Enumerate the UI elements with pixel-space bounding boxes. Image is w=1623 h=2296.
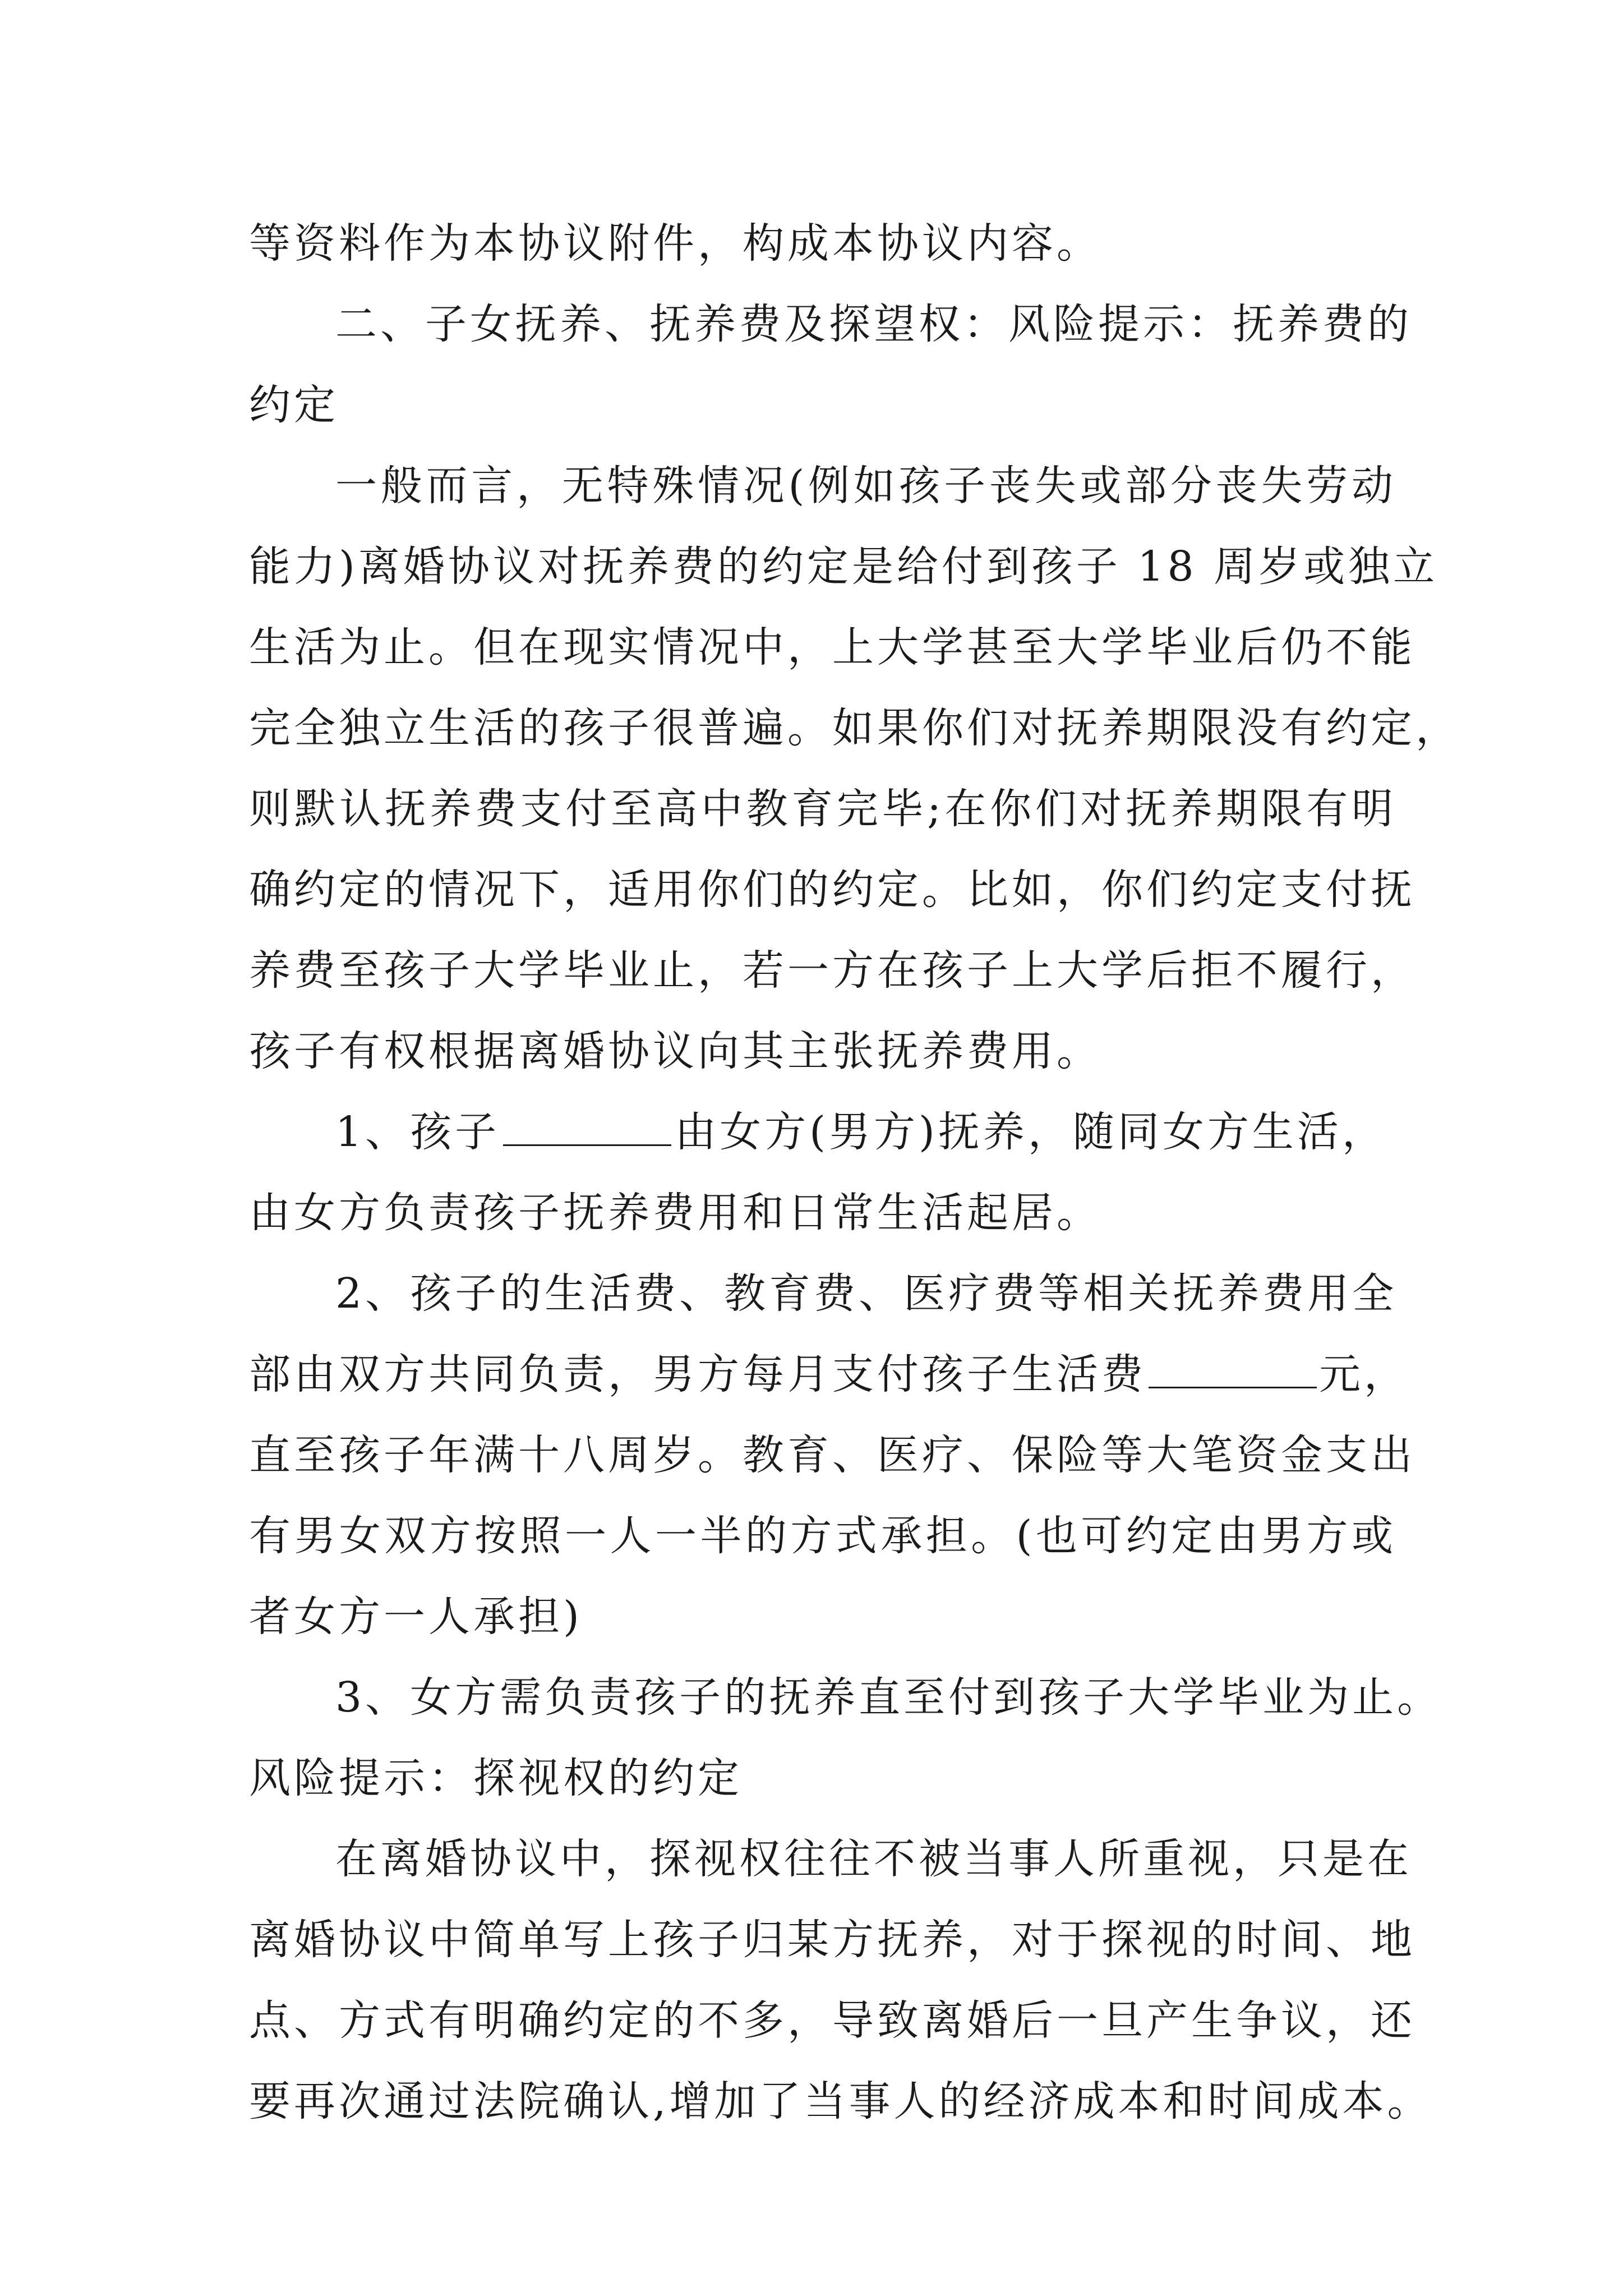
section-heading: 二、子女抚养、抚养费及探望权：风险提示：抚养费的	[335, 300, 1412, 348]
paragraph-line: 确约定的情况下，适用你们的约定。比如，你们约定支付抚	[249, 866, 1415, 914]
document-body	[249, 203, 1460, 2142]
clause-1	[249, 1092, 1396, 1172]
paragraph-line: 生活为止。但在现实情况中，上大学甚至大学毕业后仍不能	[249, 623, 1415, 671]
clause-2-lead: 部由双方共同负责，男方每月支付孩子生活费	[249, 1350, 1146, 1398]
paragraph-line: 则默认抚养费支付至高中教育完毕;在你们对抚养期限有明	[249, 785, 1396, 833]
section-heading-continued: 约定	[249, 381, 339, 429]
clause-2-continued	[249, 1334, 1409, 1415]
paragraph-line: 要再次通过法院确认,增加了当事人的经济成本和时间成本。	[249, 2077, 1432, 2125]
clause-1-continued: 由女方负责孩子抚养费用和日常生活起居。	[249, 1189, 1101, 1237]
clause-3: 3、女方需负责孩子的抚养直至付到孩子大学毕业为止。	[335, 1673, 1442, 1722]
paragraph-line: 养费至孩子大学毕业止，若一方在孩子上大学后拒不履行，	[249, 946, 1415, 995]
risk-heading: 风险提示：探视权的约定	[249, 1754, 743, 1802]
paragraph-line: 一般而言，无特殊情况(例如孩子丧失或部分丧失劳动	[335, 462, 1396, 510]
paragraph-line: 完全独立生活的孩子很普遍。如果你们对抚养期限没有约定，	[249, 704, 1460, 752]
clause-2-unit: 元，	[1319, 1350, 1409, 1398]
paragraph-line: 离婚协议中简单写上孩子归某方抚养，对于探视的时间、地	[249, 1916, 1415, 1964]
child-name-blank[interactable]	[503, 1110, 671, 1146]
clause-1-lead: 1、孩子	[335, 1108, 500, 1156]
clause-2-continued: 者女方一人承担)	[249, 1593, 583, 1641]
paragraph-line: 在离婚协议中，探视权往往不被当事人所重视，只是在	[335, 1835, 1412, 1883]
clause-2-continued: 有男女双方按照一人一半的方式承担。(也可约定由男方或	[249, 1512, 1396, 1560]
clause-2: 2、孩子的生活费、教育费、医疗费等相关抚养费用全	[335, 1269, 1398, 1318]
clause-2-continued: 直至孩子年满十八周岁。教育、医疗、保险等大笔资金支出	[249, 1431, 1415, 1479]
text-line: 等资料作为本协议附件，构成本协议内容。	[249, 219, 1101, 268]
living-expense-blank[interactable]	[1149, 1352, 1317, 1388]
paragraph-line: 孩子有权根据离婚协议向其主张抚养费用。	[249, 1027, 1101, 1075]
clause-1-rest: 由女方(男方)抚养，随同女方生活，	[675, 1108, 1387, 1156]
paragraph-line: 能力)离婚协议对抚养费的约定是给付到孩子 18 周岁或独立	[249, 542, 1438, 591]
paragraph-line: 点、方式有明确约定的不多，导致离婚后一旦产生争议，还	[249, 1996, 1415, 2045]
